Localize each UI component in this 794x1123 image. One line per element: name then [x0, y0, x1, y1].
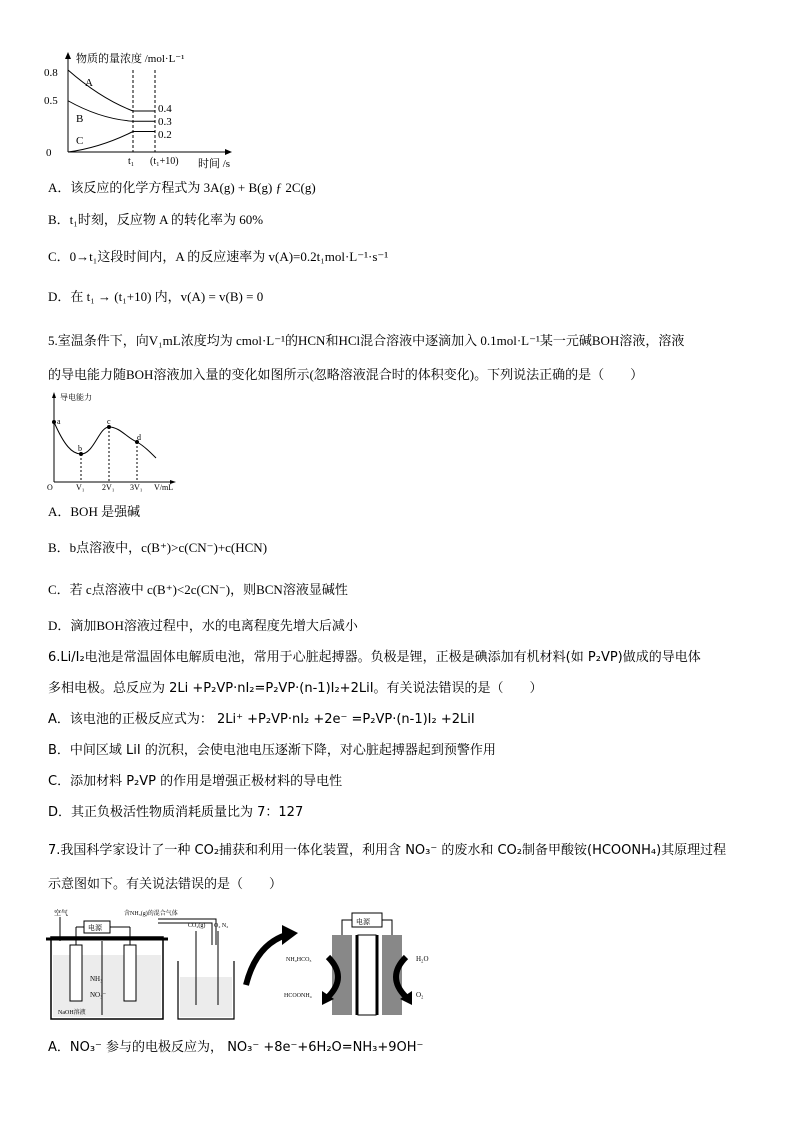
chart1-curve-label-b: B: [76, 113, 84, 125]
diagram-h2o-label: H₂O: [416, 955, 429, 963]
chart2-ylabel: 导电能力: [60, 393, 92, 402]
chart2-xtick-2v1: 2V₁: [102, 483, 115, 492]
chart1-curve-label-c: C: [76, 135, 84, 147]
q6-option-b: B．中间区域 LiI 的沉积，会使电池电压逐渐下降，对心脏起搏器起到预警作用: [48, 743, 496, 758]
q6-stem-line2: 多相电极。总反应为 2Li +P₂VP·nI₂=P₂VP·(n-1)I₂+2LiI。有关说法错误的是（ ）: [48, 681, 543, 696]
chart2-xtick-v1: V₁: [76, 483, 85, 492]
q4-option-d: D．在 t₁ → (t₁+10) 内，v(A) = v(B) = 0: [48, 289, 264, 304]
chart2-point-label-a: a: [57, 417, 61, 426]
q4-option-a: A．该反应的化学方程式为 3A(g) + B(g) ƒ 2C(g): [48, 180, 316, 195]
chart1-curve-label-a: A: [85, 77, 93, 89]
chart2-point-label-b: b: [78, 444, 82, 453]
q6-stem-line1: 6.Li/I₂电池是常温固体电解质电池，常用于心脏起搏器。负极是锂，正极是碘添加有机材料(如 P₂VP)做成的导电体: [48, 650, 701, 665]
q6-option-a: A．该电池的正极反应式为： 2Li⁺ +P₂VP·nI₂ +2e⁻ =P₂VP·(n-1)I₂ +2LiI: [48, 712, 475, 727]
q7-stem-line1: 7.我国科学家设计了一种 CO₂捕获和利用一体化装置，利用含 NO₃⁻ 的废水和 CO₂制备甲酸铵(HCOONH₄)其原理过程: [48, 843, 727, 858]
q6-option-c: C．添加材料 P₂VP 的作用是增强正极材料的导电性: [48, 774, 343, 789]
q4-option-b: B．t₁时刻，反应物 A 的转化率为 60%: [48, 212, 264, 227]
chart2-point-label-d: d: [137, 433, 141, 442]
diagram-hcoonh4-label: HCOONH₄: [284, 993, 312, 999]
left-cell: [46, 917, 168, 1019]
diagram-power-label: 电源: [88, 924, 102, 932]
chart1-ytick-0: 0: [46, 147, 52, 159]
chart2-point-label-c: c: [107, 417, 111, 426]
chart1-end-label-04: 0.4: [158, 103, 172, 115]
chart1-end-label-03: 0.3: [158, 116, 172, 128]
chart1-xlabel: 时间 /s: [198, 158, 231, 170]
chart1-ytick-05: 0.5: [44, 95, 58, 107]
diagram-naoh-label: NaOH溶液: [58, 1010, 86, 1016]
chart2-xlabel: V/mL: [154, 483, 174, 492]
q5-stem-line2: 的导电能力随BOH溶液加入量的变化如图所示(忽略溶液混合时的体积变化)。下列说法正确的是（ ）: [48, 367, 644, 382]
right-cell: [322, 913, 412, 1015]
q4-option-c: C．0→t₁这段时间内，A 的反应速率为 v(A)=0.2t₁mol·L⁻¹·s⁻¹: [48, 249, 389, 264]
chart1-ytick-08: 0.8: [44, 67, 58, 79]
chart1-curve-A: [68, 70, 133, 111]
concentration-time-chart: [40, 50, 280, 172]
q7-stem-line2: 示意图如下。有关说法错误的是（ ）: [48, 877, 283, 892]
diagram-co2-label: CO₂(g): [188, 923, 206, 929]
diagram-o2-label: O₂: [416, 991, 424, 999]
q5-option-c: C．若 c点溶液中 c(B⁺)<2c(CN⁻)，则BCN溶液显碱性: [48, 582, 348, 597]
diagram-o2n2-label: O₂ N₂: [214, 923, 229, 929]
chart1-ylabel: 物质的量浓度 /mol·L⁻¹: [76, 53, 185, 65]
diagram-air-label: 空气: [54, 909, 68, 917]
diagram-nh4hco3-label: NH₄HCO₃: [286, 957, 312, 963]
chart2-point-a: [52, 420, 56, 424]
chart1-xtick-t1: t₁: [128, 156, 135, 167]
diagram-gas-mix-label: 含NH₃(g)的混合气体: [124, 911, 178, 917]
chart1-end-label-02: 0.2: [158, 129, 172, 141]
process-arrow: [246, 935, 286, 985]
conductivity-chart: [44, 390, 184, 494]
q5-stem-line1: 5.室温条件下，向V₁mL浓度均为 cmol·L⁻¹的HCN和HCl混合溶液中逐滴加入 0.1mol·L⁻¹某一元碱BOH溶液，溶液: [48, 333, 685, 348]
q5-option-a: A．BOH 是强碱: [48, 504, 141, 519]
q5-option-b: B．b点溶液中，c(B⁺)>c(CN⁻)+c(HCN): [48, 540, 268, 555]
middle-beaker: [178, 931, 234, 1019]
chart2-origin: O: [47, 483, 53, 492]
co2-capture-device-diagram: [46, 905, 446, 1020]
chart2-xtick-3v1: 3V₁: [130, 483, 143, 492]
q6-option-d: D．其正负极活性物质消耗质量比为 7：127: [48, 805, 304, 820]
diagram-power2-label: 电源: [356, 918, 370, 926]
diagram-nh3-label: NH₃: [90, 975, 103, 983]
q7-option-a: A．NO₃⁻ 参与的电极反应为， NO₃⁻ +8e⁻+6H₂O=NH₃+9OH⁻: [48, 1040, 424, 1055]
chart1-xtick-t1plus10: (t₁+10): [150, 156, 179, 167]
q5-option-d: D．滴加BOH溶液过程中，水的电离程度先增大后减小: [48, 618, 358, 633]
diagram-no3-label: NO₃⁻: [90, 991, 107, 999]
